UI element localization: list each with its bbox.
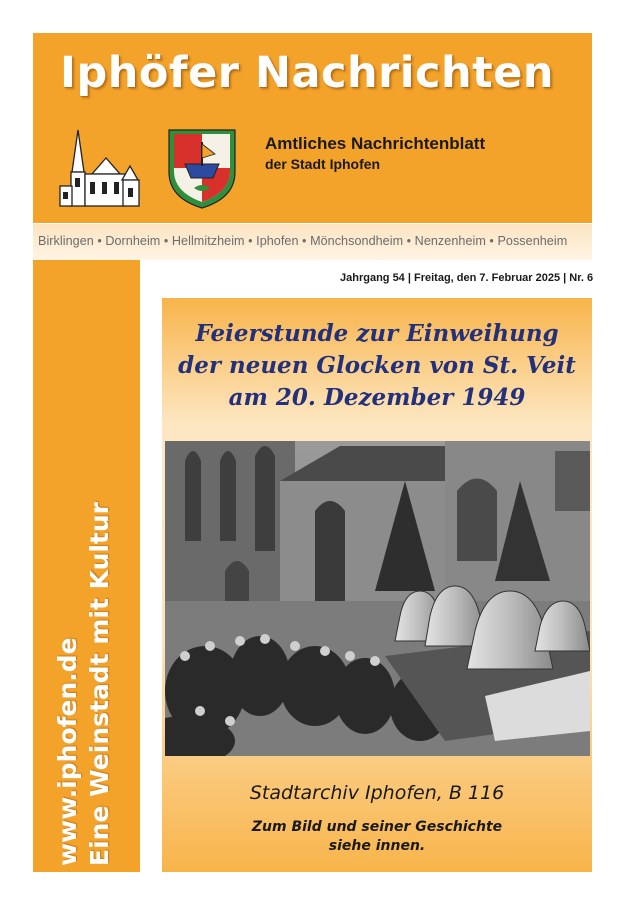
headline-line: am 20. Dezember 1949 — [228, 384, 526, 411]
note-line: Zum Bild und seiner Geschichte — [251, 819, 503, 835]
town-slogan: Eine Weinstadt mit Kultur — [85, 501, 114, 866]
feature-headline — [162, 318, 592, 414]
note-line: siehe innen. — [328, 838, 426, 854]
town-crest-icon — [163, 124, 241, 210]
village-list: Birklingen • Dornheim • Hellmitzheim • Iphofen • Mönchsondheim • Nenzenheim • Possenheim — [38, 234, 568, 248]
historic-bells-photo — [165, 441, 590, 756]
masthead-subtitle-town: der Stadt Iphofen — [265, 156, 381, 172]
website-link[interactable]: www.iphofen.de — [53, 637, 82, 866]
headline-line: Feierstunde zur Einweihung — [195, 320, 559, 347]
issue-info: Jahrgang 54 | Freitag, den 7. Februar 2025 | Nr. 6 — [340, 272, 594, 284]
photo-caption: Stadtarchiv Iphofen, B 116 — [249, 782, 505, 804]
sidebar-vertical-text — [52, 246, 116, 866]
masthead-subtitle: Amtliches Nachrichtenblatt — [265, 134, 486, 153]
photo-note — [162, 818, 592, 856]
church-silhouette-icon — [58, 128, 143, 210]
headline-line: der neuen Glocken von St. Veit — [178, 352, 576, 379]
newspaper-title: Iphöfer Nachrichten — [60, 48, 554, 98]
